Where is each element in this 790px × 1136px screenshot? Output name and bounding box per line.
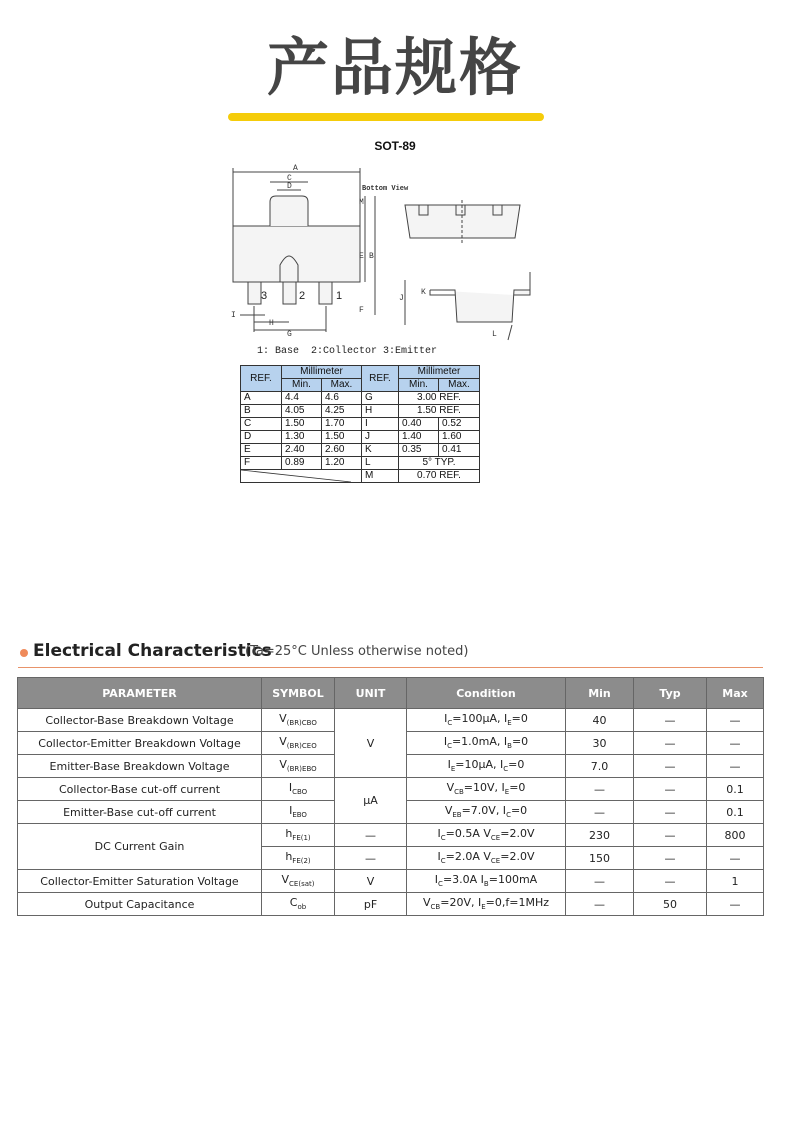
- table-row: [241, 470, 480, 483]
- unit-cell: μA: [335, 778, 407, 824]
- header-max: Max: [707, 678, 764, 709]
- page-title: 产品规格: [266, 31, 523, 104]
- table-header-row: [18, 678, 764, 709]
- symbol-cell: $V_{CE(sat)}$: [262, 870, 335, 893]
- min-cell: 0.40: [399, 418, 439, 431]
- package-outline-drawing: [225, 160, 555, 365]
- parameter-cell: Collector-Emitter Saturation Voltage: [18, 870, 262, 893]
- symbol-cell: $C_{ob}$: [262, 893, 335, 916]
- col-min: Min.: [282, 379, 322, 392]
- col-max: Max.: [439, 379, 480, 392]
- min-cell: 7.0: [566, 755, 634, 778]
- min-cell: 230: [566, 824, 634, 847]
- symbol-cell: $V_{(BR)CEO}$: [262, 732, 335, 755]
- condition-cell: $I_C=2.0A$ $V_{CE}=2.0V$: [407, 847, 566, 870]
- dim-label-D: D: [287, 182, 292, 191]
- dim-label-A: A: [293, 164, 298, 173]
- max-cell: 0.41: [439, 444, 480, 457]
- pin-number-1: 1: [336, 290, 343, 302]
- max-cell: 0.1: [707, 801, 764, 824]
- header-min: Min: [566, 678, 634, 709]
- bottom-view-label: Bottom View: [362, 185, 409, 193]
- max-cell: —: [707, 847, 764, 870]
- min-cell: 1.50: [282, 418, 322, 431]
- typ-cell: —: [634, 801, 707, 824]
- table-row: [18, 824, 764, 847]
- symbol-cell: $V_{(BR)EBO}$: [262, 755, 335, 778]
- max-cell: 2.60: [322, 444, 362, 457]
- section-note: (Ta=25°C Unless otherwise noted): [245, 644, 469, 659]
- ref-cell: J: [362, 431, 399, 444]
- table-row: [241, 457, 480, 470]
- bullet-dot-icon: [20, 649, 28, 657]
- dim-label-I: I: [231, 311, 236, 320]
- dimension-table: [240, 365, 480, 483]
- typ-cell: 50: [634, 893, 707, 916]
- table-row: [241, 418, 480, 431]
- header-unit: UNIT: [335, 678, 407, 709]
- ref-cell: D: [241, 431, 282, 444]
- min-cell: 30: [566, 732, 634, 755]
- parameter-cell: Emitter-Base cut-off current: [18, 801, 262, 824]
- ref-cell: G: [362, 392, 399, 405]
- unit-cell: pF: [335, 893, 407, 916]
- table-row: [18, 870, 764, 893]
- min-cell: 0.35: [399, 444, 439, 457]
- dim-label-H: H: [269, 319, 274, 328]
- dim-label-F: F: [359, 306, 364, 315]
- symbol-cell: $h_{FE(1)}$: [262, 824, 335, 847]
- min-cell: —: [566, 870, 634, 893]
- dim-label-G: G: [287, 330, 292, 339]
- min-cell: 1.40: [399, 431, 439, 444]
- condition-cell: $I_C=3.0A$ $I_B=100mA$: [407, 870, 566, 893]
- value-cell: 1.50 REF.: [399, 405, 480, 418]
- header-symbol: SYMBOL: [262, 678, 335, 709]
- parameter-cell: Collector-Base cut-off current: [18, 778, 262, 801]
- min-cell: 4.4: [282, 392, 322, 405]
- unit-cell: —: [335, 847, 407, 870]
- typ-cell: —: [634, 824, 707, 847]
- ref-cell: E: [241, 444, 282, 457]
- condition-cell: $I_E=10\mu A$, $I_C=0$: [407, 755, 566, 778]
- condition-cell: $V_{EB}=7.0V$, $I_C=0$: [407, 801, 566, 824]
- diagonal-line: [241, 470, 351, 482]
- symbol-cell: $I_{CBO}$: [262, 778, 335, 801]
- min-cell: 150: [566, 847, 634, 870]
- electrical-characteristics-table: [17, 677, 764, 916]
- table-row: [18, 709, 764, 732]
- typ-cell: —: [634, 778, 707, 801]
- symbol-cell: $h_{FE(2)}$: [262, 847, 335, 870]
- typ-cell: —: [634, 847, 707, 870]
- empty-diagonal-cell: [241, 470, 362, 483]
- condition-cell: $I_C=0.5A$ $V_{CE}=2.0V$: [407, 824, 566, 847]
- value-cell: 5° TYP.: [399, 457, 480, 470]
- min-cell: —: [566, 801, 634, 824]
- min-cell: —: [566, 778, 634, 801]
- col-unit: Millimeter: [282, 366, 362, 379]
- col-ref: REF.: [362, 366, 399, 392]
- dim-label-J: J: [399, 294, 404, 303]
- parameter-cell: Emitter-Base Breakdown Voltage: [18, 755, 262, 778]
- max-cell: —: [707, 709, 764, 732]
- ref-cell: A: [241, 392, 282, 405]
- max-cell: —: [707, 893, 764, 916]
- max-cell: —: [707, 755, 764, 778]
- ref-cell: K: [362, 444, 399, 457]
- min-cell: 2.40: [282, 444, 322, 457]
- pin-number-2: 2: [299, 290, 306, 302]
- value-cell: 0.70 REF.: [399, 470, 480, 483]
- condition-cell: $V_{CB}=20V$, $I_E=0,f=1MHz$: [407, 893, 566, 916]
- section-title: Electrical Characteristics: [33, 641, 272, 661]
- table-row: [241, 431, 480, 444]
- typ-cell: —: [634, 755, 707, 778]
- ref-cell: B: [241, 405, 282, 418]
- min-cell: 1.30: [282, 431, 322, 444]
- dim-label-E: E: [359, 252, 364, 261]
- unit-cell: —: [335, 824, 407, 847]
- max-cell: 800: [707, 824, 764, 847]
- dim-label-M: M: [359, 198, 364, 207]
- dim-label-K: K: [421, 288, 426, 297]
- max-cell: 4.6: [322, 392, 362, 405]
- typ-cell: —: [634, 709, 707, 732]
- max-cell: 0.52: [439, 418, 480, 431]
- title-underline: [228, 113, 544, 121]
- col-max: Max.: [322, 379, 362, 392]
- header-condition: Condition: [407, 678, 566, 709]
- parameter-cell: Collector-Base Breakdown Voltage: [18, 709, 262, 732]
- table-row: [241, 392, 480, 405]
- header-typ: Typ: [634, 678, 707, 709]
- pin-legend: 1: Base 2:Collector 3:Emitter: [257, 346, 438, 357]
- table-row: [241, 444, 480, 457]
- header-parameter: PARAMETER: [18, 678, 262, 709]
- package-name: SOT-89: [374, 139, 416, 153]
- pin-number-3: 3: [261, 290, 268, 302]
- ref-cell: C: [241, 418, 282, 431]
- table-row: [241, 405, 480, 418]
- min-cell: 40: [566, 709, 634, 732]
- max-cell: 1: [707, 870, 764, 893]
- col-unit: Millimeter: [399, 366, 480, 379]
- col-ref: REF.: [241, 366, 282, 392]
- table-row: [18, 778, 764, 801]
- table-row: [18, 893, 764, 916]
- ref-cell: L: [362, 457, 399, 470]
- col-min: Min.: [399, 379, 439, 392]
- parameter-cell: Output Capacitance: [18, 893, 262, 916]
- min-cell: —: [566, 893, 634, 916]
- dim-label-B: B: [369, 252, 374, 261]
- symbol-cell: $V_{(BR)CBO}$: [262, 709, 335, 732]
- ref-cell: H: [362, 405, 399, 418]
- min-cell: 4.05: [282, 405, 322, 418]
- max-cell: —: [707, 732, 764, 755]
- condition-cell: $I_C=100\mu A$, $I_E=0$: [407, 709, 566, 732]
- unit-cell: V: [335, 870, 407, 893]
- max-cell: 1.50: [322, 431, 362, 444]
- ref-cell: F: [241, 457, 282, 470]
- value-cell: 3.00 REF.: [399, 392, 480, 405]
- max-cell: 1.20: [322, 457, 362, 470]
- condition-cell: $I_C=1.0mA$, $I_B=0$: [407, 732, 566, 755]
- dim-label-L: L: [492, 330, 497, 339]
- max-cell: 0.1: [707, 778, 764, 801]
- dim-label-C: C: [287, 174, 292, 183]
- ref-cell: I: [362, 418, 399, 431]
- max-cell: 4.25: [322, 405, 362, 418]
- parameter-cell: DC Current Gain: [18, 824, 262, 870]
- unit-cell: V: [335, 709, 407, 778]
- min-cell: 0.89: [282, 457, 322, 470]
- parameter-cell: Collector-Emitter Breakdown Voltage: [18, 732, 262, 755]
- max-cell: 1.60: [439, 431, 480, 444]
- typ-cell: —: [634, 732, 707, 755]
- condition-cell: $V_{CB}=10V$, $I_E=0$: [407, 778, 566, 801]
- symbol-cell: $I_{EBO}$: [262, 801, 335, 824]
- max-cell: 1.70: [322, 418, 362, 431]
- section-header: [18, 641, 763, 668]
- ref-cell: M: [362, 470, 399, 483]
- typ-cell: —: [634, 870, 707, 893]
